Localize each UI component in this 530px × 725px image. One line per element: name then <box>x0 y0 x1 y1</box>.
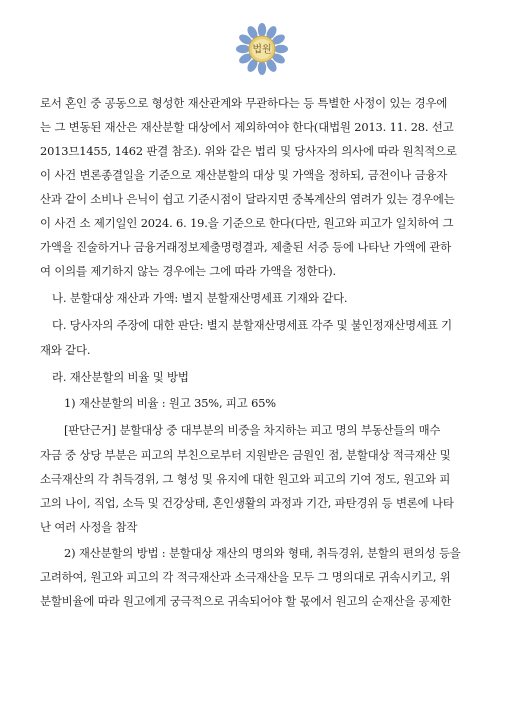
text-line: 난 여러 사정을 참작 <box>40 520 138 534</box>
text-line: [판단근거] 분할대상 중 대부분의 비중을 차지하는 피고 명의 부동산들의 매수 <box>64 423 441 437</box>
text-line: 분할비율에 따라 원고에게 궁극적으로 귀속되어야 할 몫에서 원고의 순재산을 공제한 <box>40 594 452 608</box>
section-heading: 나. 분할대상 재산과 가액: 별지 분할재산명세표 기재와 같다. <box>52 291 348 305</box>
text-line: 이 사건 변론종결일을 기준으로 재산분할의 대상 및 가액을 정하되, 금전이나 금융자 <box>40 168 448 182</box>
text-line: 산과 같이 소비나 은닉이 쉽고 기준시점이 달라지면 중복계산의 염려가 있는 경우에는 <box>40 192 455 206</box>
text-line: 가액을 진술하거나 금융거래정보제출명령결과, 제출된 서증 등에 나타난 가액에 관하 <box>40 240 452 254</box>
text-line: 재와 같다. <box>40 343 91 357</box>
court-emblem-icon <box>233 20 291 78</box>
text-line: 이 사건 소 제기일인 2024. 6. 19.을 기준으로 한다(다만, 원고와 피고가 일치하여 그 <box>40 216 454 230</box>
text-line: 고의 나이, 직업, 소득 및 건강상태, 혼인생활의 과정과 기간, 파탄경위 등 변론에 나타 <box>40 496 454 510</box>
section-heading: 다. 당사자의 주장에 대한 판단: 별지 분할재산명세표 각주 및 불인정재산명세표 기 <box>52 318 453 332</box>
subsection-heading: 2) 재산분할의 방법 : 분할대상 재산의 명의와 형태, 취득경위, 분할의 편의성 등을 <box>64 546 461 560</box>
text-line: 소극재산의 각 취득경위, 그 형성 및 유지에 대한 원고와 피고의 기여 정도, 원고와 피 <box>40 472 451 486</box>
text-line: 2013므1455, 1462 판결 참조). 위와 같은 법리 및 당사자의 의사에 따라 원칙적으로 <box>40 144 457 158</box>
section-heading: 라. 재산분할의 비율 및 방법 <box>52 370 189 384</box>
text-line: 로서 혼인 중 공동으로 형성한 재산관계와 무관하다는 등 특별한 사정이 있는 경우에 <box>40 96 448 110</box>
text-line: 여 이의를 제기하지 않는 경우에는 그에 따라 가액을 정한다). <box>40 264 337 278</box>
emblem-text: 법원 <box>252 44 272 56</box>
subsection-heading: 1) 재산분할의 비율 : 원고 35%, 피고 65% <box>64 396 276 410</box>
text-line: 자금 중 상당 부분은 피고의 부친으로부터 지원받은 금원인 점, 분할대상 적극재산 및 <box>40 448 451 462</box>
text-line: 고려하여, 원고와 피고의 각 적극재산과 소극재산을 모두 그 명의대로 귀속시키고, 위 <box>40 570 451 584</box>
text-line: 는 그 변동된 재산은 재산분할 대상에서 제외하여야 한다(대법원 2013. 11. 28. 선고 <box>40 120 454 134</box>
